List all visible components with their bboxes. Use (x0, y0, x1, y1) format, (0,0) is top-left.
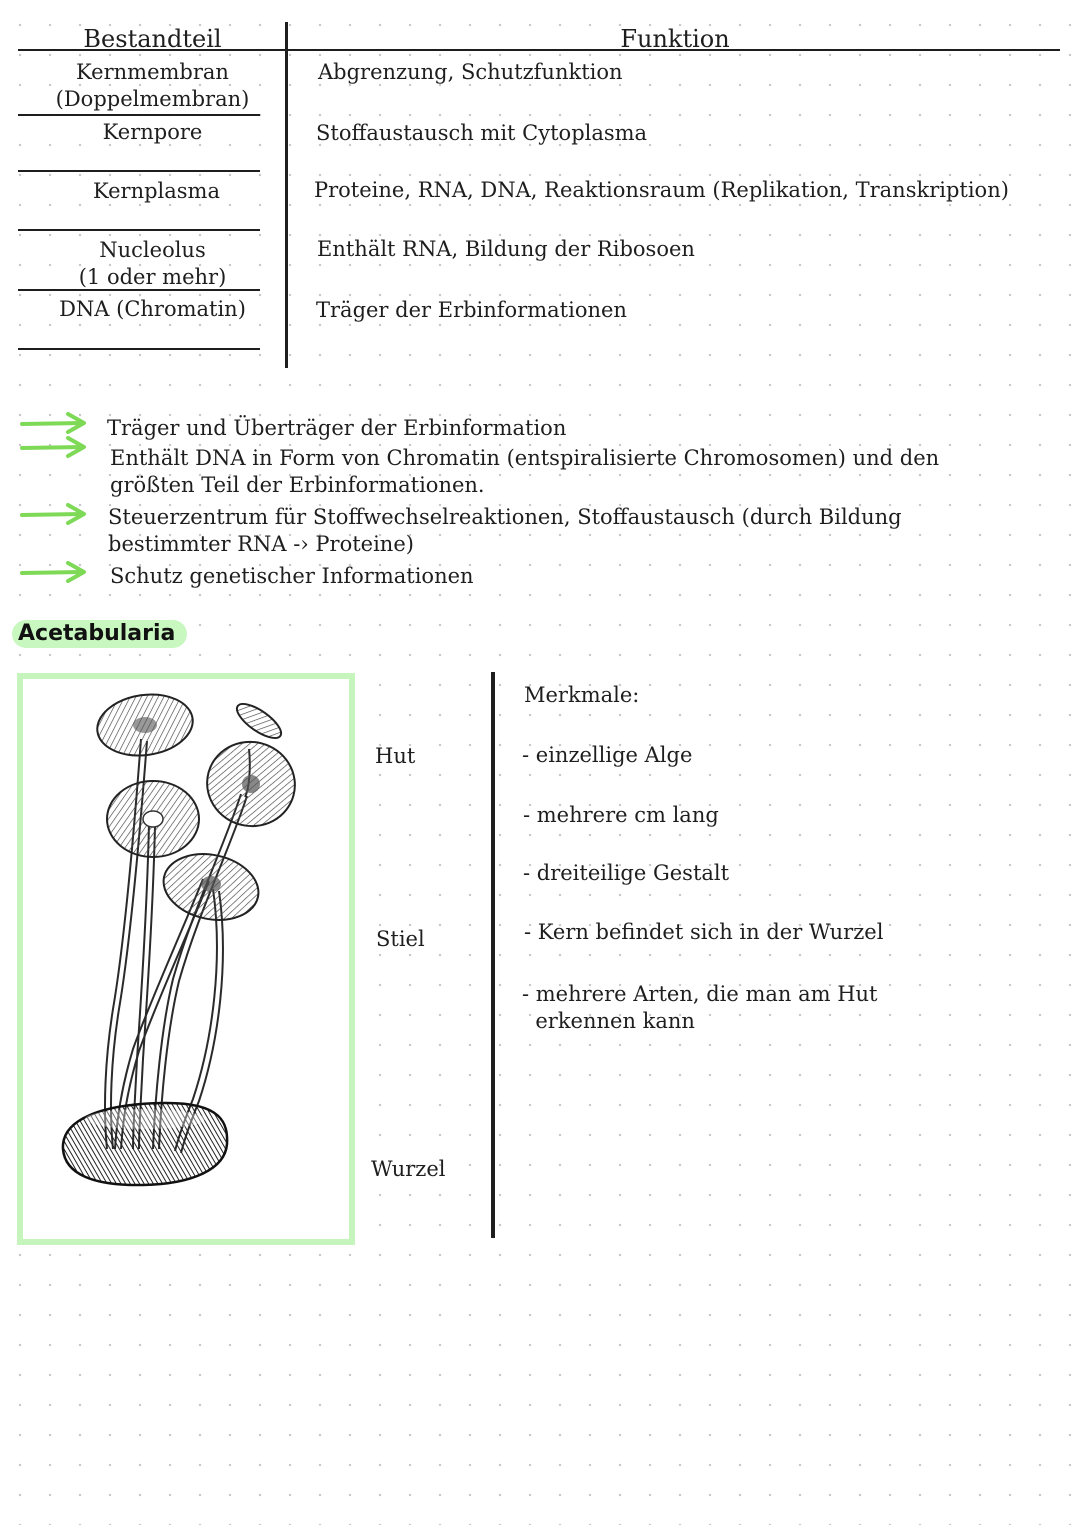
bullet-item: Träger und Überträger der Erbinformation (107, 416, 567, 440)
table-cell-function: Träger der Erbinformationen (316, 298, 627, 322)
section-title: Acetabularia (12, 620, 187, 648)
table-cell-function: Enthält RNA, Bildung der Ribosoen (317, 237, 695, 261)
feature-item: - mehrere cm lang (523, 803, 719, 827)
table-row-rule (18, 170, 260, 172)
table-row-rule (18, 289, 260, 291)
arrow-icon (20, 560, 90, 584)
table-cell-function: Abgrenzung, Schutzfunktion (318, 60, 623, 84)
bullet-item: Enthält DNA in Form von Chromatin (entspiralisierte Chromosomen) und den größten Teil der Erbinformationen. (110, 446, 940, 497)
label-hut: Hut (375, 744, 416, 768)
arrow-icon (20, 411, 90, 435)
table-cell-function: Proteine, RNA, DNA, Reaktionsraum (Replikation, Transkription) (314, 178, 1009, 202)
table-divider-vertical (285, 22, 288, 368)
table-cell-component: Kernmembran (Doppelmembran) (55, 60, 250, 111)
table-cell-component: Nucleolus (1 oder mehr) (78, 238, 227, 289)
table-header-function: Funktion (620, 25, 730, 53)
features-divider (491, 672, 495, 1238)
table-cell-function: Stoffaustausch mit Cytoplasma (316, 121, 648, 145)
features-heading: Merkmale: (524, 683, 640, 707)
feature-item: - einzellige Alge (522, 743, 693, 767)
feature-item: - mehrere Arten, die man am Hut erkennen kann (522, 982, 878, 1033)
arrow-icon (20, 502, 90, 526)
label-stiel: Stiel (376, 927, 425, 951)
arrow-icon (20, 436, 90, 460)
table-cell-component: DNA (Chromatin) (59, 297, 246, 321)
bullet-item: Steuerzentrum für Stoffwechselreaktionen, Stoffaustausch (durch Bildung bestimmter RNA -› Proteine) (108, 505, 902, 556)
table-row-rule (18, 114, 260, 116)
feature-item: - Kern befindet sich in der Wurzel (524, 920, 884, 944)
feature-item: - dreiteilige Gestalt (523, 861, 730, 885)
table-cell-component: Kernplasma (92, 179, 220, 203)
table-cell-component: Kernpore (102, 120, 203, 144)
table-row-rule (18, 229, 260, 231)
table-header-component: Bestandteil (83, 25, 222, 53)
bullet-item: Schutz genetischer Informationen (110, 564, 474, 588)
label-wurzel: Wurzel (371, 1157, 446, 1181)
table-row-rule (18, 348, 260, 350)
acetabularia-illustration-frame (17, 673, 355, 1245)
acetabularia-illustration (23, 679, 349, 1239)
